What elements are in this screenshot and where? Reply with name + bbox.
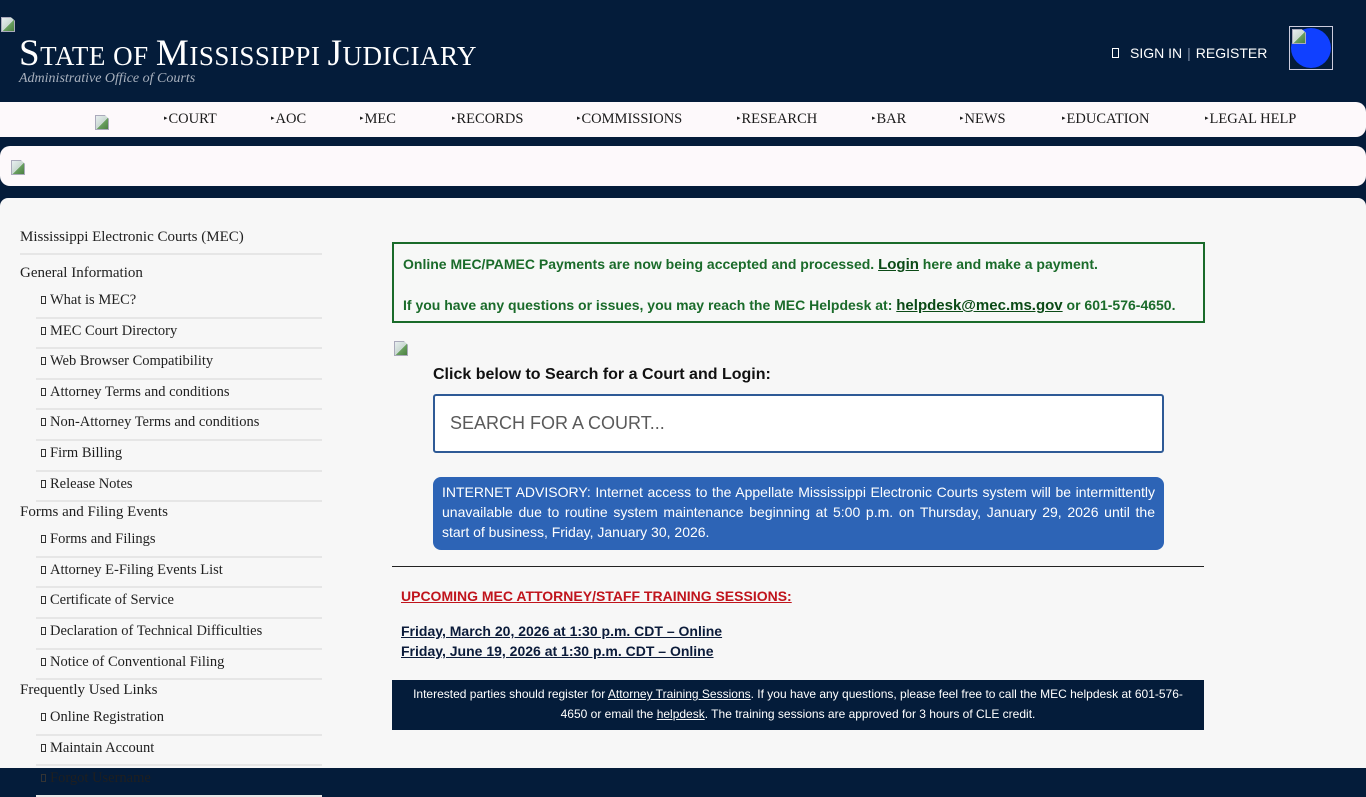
nav-label: COMMISSIONS: [581, 111, 683, 127]
bullet-icon: [41, 566, 46, 574]
nav-news[interactable]: [960, 111, 1006, 128]
training-session-link[interactable]: Friday, March 20, 2026 at 1:30 p.m. CDT – Online: [401, 623, 723, 639]
nav-label: RECORDS: [456, 111, 524, 127]
sidebar-item-court-directory[interactable]: [36, 319, 322, 350]
sidebar-item-forms-filings[interactable]: [36, 527, 322, 558]
bullet-icon: [41, 296, 46, 304]
nav-legal-help[interactable]: [1205, 111, 1296, 128]
nav-label: NEWS: [964, 111, 1006, 127]
content-area: [0, 198, 1366, 787]
sidebar-link[interactable]: Firm Billing: [50, 444, 123, 461]
sidebar: [20, 226, 322, 797]
sidebar-item-non-attorney-terms[interactable]: [36, 410, 322, 441]
sidebar-item-conventional-filing[interactable]: [36, 650, 322, 681]
training-session-link[interactable]: Friday, June 19, 2026 at 1:30 p.m. CDT – Online: [401, 643, 714, 659]
banner-bar: [0, 146, 1366, 186]
home-image-icon[interactable]: [94, 114, 110, 130]
training-info-box: [392, 680, 1204, 730]
sidebar-link[interactable]: Attorney E-Filing Events List: [50, 561, 223, 578]
nav-bar[interactable]: [872, 111, 906, 128]
site-title[interactable]: [19, 34, 477, 76]
sidebar-item-efiling-events[interactable]: [36, 558, 322, 589]
nav-research[interactable]: [737, 111, 817, 128]
sidebar-item-forgot-username[interactable]: [36, 766, 322, 797]
translate-button[interactable]: [1289, 26, 1333, 70]
main-image: [393, 340, 1205, 361]
arrow-icon: ▸: [164, 114, 168, 122]
sidebar-item-certificate-service[interactable]: [36, 588, 322, 619]
main-content: [392, 242, 1205, 730]
notice-line-1: [403, 254, 1194, 275]
bullet-icon: [41, 627, 46, 635]
court-search-input[interactable]: [433, 394, 1164, 453]
sidebar-link[interactable]: Attorney Terms and conditions: [50, 383, 230, 400]
sidebar-item-tech-difficulties[interactable]: [36, 619, 322, 650]
auth-separator: |: [1187, 45, 1191, 61]
site-subtitle: Administrative Office of Courts: [19, 71, 196, 86]
sidebar-link[interactable]: Notice of Conventional Filing: [50, 653, 225, 670]
sidebar-link[interactable]: MEC Court Directory: [50, 322, 178, 339]
broken-image-icon: [393, 340, 409, 356]
arrow-icon: ▸: [360, 114, 364, 122]
bullet-icon: [41, 774, 46, 782]
title-part: S: [19, 33, 41, 74]
title-part: J: [327, 33, 343, 74]
sidebar-item-maintain-account[interactable]: [36, 736, 322, 767]
notice-text: or 601-576-4650.: [1062, 297, 1176, 313]
notice-text: Online MEC/PAMEC Payments are now being accepted and processed.: [403, 256, 879, 272]
nav-label: EDUCATION: [1066, 111, 1150, 127]
arrow-icon: ▸: [1062, 114, 1066, 122]
user-icon: [1112, 48, 1119, 58]
sidebar-group-frequent: Frequently Used Links: [20, 682, 158, 699]
bullet-icon: [41, 327, 46, 335]
nav-label: LEGAL HELP: [1209, 111, 1297, 127]
info-text: Interested parties should register for: [413, 687, 608, 701]
nav-label: RESEARCH: [741, 111, 818, 127]
sidebar-group-general: General Information: [20, 265, 143, 281]
sidebar-item-release-notes[interactable]: [36, 472, 322, 503]
training-sessions: [401, 621, 1205, 661]
sign-in-link[interactable]: SIGN IN: [1130, 45, 1183, 61]
bullet-icon: [41, 596, 46, 604]
bullet-icon: [41, 357, 46, 365]
arrow-icon: ▸: [1205, 114, 1209, 122]
sidebar-item-attorney-terms[interactable]: [36, 380, 322, 411]
nav-aoc[interactable]: [271, 111, 306, 128]
title-part: TATE OF: [40, 41, 156, 71]
bullet-icon: [41, 480, 46, 488]
sidebar-link[interactable]: Release Notes: [50, 475, 133, 492]
arrow-icon: ▸: [452, 114, 456, 122]
title-part: ISSISSIPPI: [189, 41, 328, 71]
info-text: . If you have any questions, please feel free to call the MEC helpdesk at 601-576-4650 or email the: [560, 687, 1183, 721]
arrow-icon: ▸: [577, 114, 581, 122]
nav-education[interactable]: [1062, 111, 1149, 128]
register-link[interactable]: REGISTER: [1195, 45, 1268, 61]
training-heading: UPCOMING MEC ATTORNEY/STAFF TRAINING SESSIONS:: [401, 588, 792, 604]
sidebar-link[interactable]: Maintain Account: [50, 739, 155, 756]
login-link[interactable]: Login: [878, 256, 919, 273]
nav-court[interactable]: [164, 111, 217, 128]
notice-line-2: [403, 295, 1194, 316]
helpdesk-email-link[interactable]: helpdesk@mec.ms.gov: [896, 297, 1063, 314]
sidebar-item-online-registration[interactable]: [36, 705, 322, 736]
bullet-icon: [41, 388, 46, 396]
arrow-icon: ▸: [872, 114, 876, 122]
notice-text: If you have any questions or issues, you may reach the MEC Helpdesk at:: [403, 297, 897, 313]
sidebar-link[interactable]: What is MEC?: [50, 292, 137, 308]
broken-image-icon: [1291, 28, 1307, 44]
main-nav: [0, 102, 1366, 137]
info-text: . The training sessions are approved for 3 hours of CLE credit.: [704, 707, 1036, 721]
nav-commissions[interactable]: [577, 111, 682, 128]
sidebar-link[interactable]: Certificate of Service: [50, 592, 174, 609]
sidebar-link[interactable]: Declaration of Technical Difficulties: [50, 622, 263, 639]
bullet-icon: [41, 535, 46, 543]
bullet-icon: [41, 449, 46, 457]
sidebar-group-forms: Forms and Filing Events: [20, 504, 168, 521]
search-label: Click below to Search for a Court and Login:: [433, 366, 771, 383]
banner-image-icon: [10, 159, 26, 175]
helpdesk-link[interactable]: helpdesk: [656, 707, 705, 721]
internet-advisory: INTERNET ADVISORY: Internet access to the Appellate Mississippi Electronic Courts system will be intermittently unavailable due to routine system maintenance beginning at 5:00 p.m. on Thursday, January 29, 2026 until the start of business, Friday, January 30, 2026.: [433, 477, 1164, 550]
nav-label: COURT: [168, 111, 217, 127]
spacer: [403, 275, 1194, 295]
notice-text: here and make a payment.: [918, 256, 1098, 272]
site-header: [0, 0, 1366, 102]
sidebar-item-browser-compat[interactable]: [36, 349, 322, 380]
attorney-training-link[interactable]: Attorney Training Sessions: [607, 687, 751, 701]
sidebar-link[interactable]: Forms and Filings: [50, 531, 156, 548]
title-part: M: [155, 33, 190, 74]
arrow-icon: ▸: [960, 114, 964, 122]
nav-label: BAR: [876, 111, 907, 127]
payment-notice: [392, 242, 1205, 323]
bullet-icon: [41, 713, 46, 721]
bullet-icon: [41, 658, 46, 666]
logo-image-icon[interactable]: [0, 16, 16, 32]
bullet-icon: [41, 744, 46, 752]
sidebar-link[interactable]: Web Browser Compatibility: [50, 353, 214, 370]
sidebar-link[interactable]: Non-Attorney Terms and conditions: [50, 414, 260, 431]
nav-mec[interactable]: [360, 111, 396, 128]
auth-links: [1112, 45, 1267, 61]
sidebar-item-firm-billing[interactable]: [36, 441, 322, 472]
nav-label: MEC: [364, 111, 396, 127]
bullet-icon: [41, 418, 46, 426]
sidebar-item-what-is-mec[interactable]: [36, 288, 322, 319]
sidebar-link[interactable]: Online Registration: [50, 709, 164, 726]
arrow-icon: ▸: [737, 114, 741, 122]
title-part: UDICIARY: [342, 41, 478, 71]
nav-records[interactable]: [452, 111, 523, 128]
sidebar-title[interactable]: Mississippi Electronic Courts (MEC): [20, 226, 322, 255]
nav-label: AOC: [275, 111, 307, 127]
divider: [392, 566, 1204, 567]
arrow-icon: ▸: [271, 114, 275, 122]
sidebar-link[interactable]: Forgot Username: [50, 770, 151, 787]
